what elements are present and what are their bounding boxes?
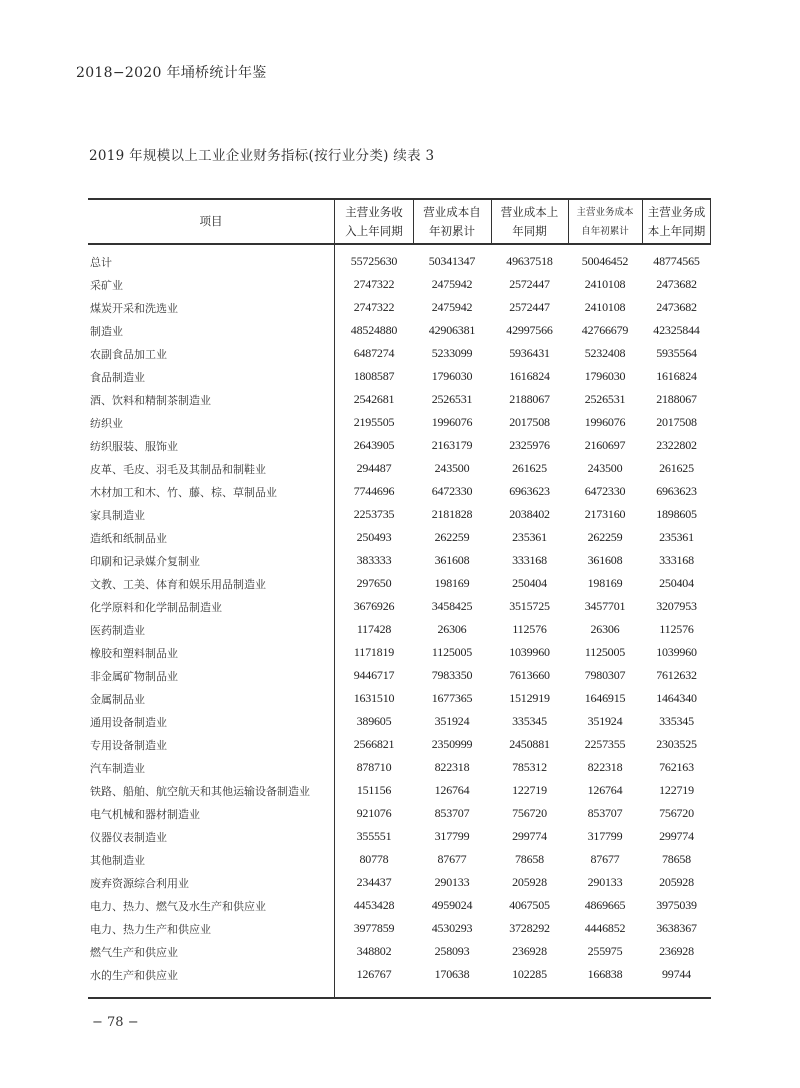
- table-row: [88, 665, 711, 688]
- cell-col-4: 2526531: [584, 392, 626, 406]
- cell-col-2: 6472330: [431, 484, 473, 498]
- cell-col-1: 2253735: [353, 507, 395, 521]
- cell-col-1: 7744696: [353, 484, 395, 498]
- cell-col-2: 2181828: [431, 507, 473, 521]
- cell-col-1: 1171819: [353, 645, 395, 659]
- row-label: 食品制造业: [90, 371, 145, 384]
- cell-col-1: 48524880: [350, 323, 398, 337]
- cell-col-1: 117428: [356, 622, 392, 636]
- header-col-5: [642, 200, 711, 243]
- cell-col-1: 294487: [356, 461, 392, 475]
- header-col-2-line-2: 年初累计: [429, 223, 475, 238]
- row-label: 金属制品业: [90, 693, 145, 706]
- cell-col-5: 236928: [659, 944, 694, 958]
- cell-col-4: 3457701: [584, 599, 626, 613]
- cell-col-1: 250493: [356, 530, 392, 544]
- table-row: [88, 872, 711, 895]
- row-label: 电气机械和器材制造业: [90, 808, 200, 821]
- cell-col-2: 822318: [434, 760, 470, 774]
- cell-col-1: 383333: [356, 553, 392, 567]
- header-col-1-line-1: 主营业务收: [345, 204, 403, 219]
- table-row: [88, 550, 711, 573]
- cell-col-3: 122719: [512, 783, 547, 797]
- cell-col-4: 1996076: [584, 415, 626, 429]
- cell-col-5: 3638367: [656, 921, 697, 935]
- cell-col-1: 1631510: [353, 691, 395, 705]
- cell-col-5: 5935564: [656, 346, 697, 360]
- table-row: [88, 389, 711, 412]
- table-row: [88, 918, 711, 941]
- cell-col-3: 333168: [512, 553, 547, 567]
- cell-col-1: 126767: [356, 967, 392, 981]
- table-row: [88, 412, 711, 435]
- cell-col-1: 348802: [356, 944, 392, 958]
- table-row: [88, 780, 711, 803]
- cell-col-1: 234437: [356, 875, 392, 889]
- cell-col-3: 3728292: [509, 921, 550, 935]
- cell-col-5: 2303525: [656, 737, 697, 751]
- header-col-5-line-1: 主营业务成: [647, 204, 706, 219]
- row-label: 非金属矿物制品业: [90, 670, 178, 683]
- cell-col-5: 112576: [659, 622, 694, 636]
- cell-col-4: 243500: [587, 461, 623, 475]
- cell-col-2: 262259: [434, 530, 470, 544]
- table-row: [88, 458, 711, 481]
- table-row: [88, 757, 711, 780]
- cell-col-3: 335345: [512, 714, 547, 728]
- table-row: [88, 481, 711, 504]
- cell-col-3: 112576: [512, 622, 547, 636]
- cell-col-3: 1512919: [509, 691, 550, 705]
- cell-col-3: 236928: [512, 944, 547, 958]
- cell-col-5: 6963623: [656, 484, 697, 498]
- table-row: [88, 251, 711, 274]
- table-row: [88, 711, 711, 734]
- cell-col-4: 198169: [587, 576, 623, 590]
- cell-col-4: 7980307: [584, 668, 626, 682]
- table-row: [88, 596, 711, 619]
- cell-col-3: 2325976: [509, 438, 550, 452]
- header-col-1-line-2: 入上年同期: [345, 223, 403, 238]
- table-row: [88, 849, 711, 872]
- cell-col-5: 78658: [661, 852, 691, 866]
- cell-col-1: 3977859: [353, 921, 395, 935]
- table-row: [88, 274, 711, 297]
- cell-col-1: 1808587: [353, 369, 395, 383]
- running-head: 2018−2020 年埇桥统计年鉴: [76, 65, 267, 81]
- table-row: [88, 826, 711, 849]
- cell-col-2: 1125005: [431, 645, 473, 659]
- cell-col-3: 299774: [512, 829, 547, 843]
- cell-col-4: 126764: [587, 783, 623, 797]
- cell-col-4: 2160697: [584, 438, 626, 452]
- cell-col-1: 2643905: [353, 438, 395, 452]
- row-label: 其他制造业: [90, 854, 145, 867]
- cell-col-1: 2195505: [353, 415, 395, 429]
- row-label: 总计: [90, 256, 112, 269]
- header-item-label: 项目: [199, 214, 223, 228]
- row-label: 汽车制造业: [90, 762, 145, 775]
- cell-col-4: 290133: [587, 875, 623, 889]
- row-label: 铁路、船舶、航空航天和其他运输设备制造业: [90, 785, 310, 798]
- row-label: 橡胶和塑料制品业: [90, 647, 178, 660]
- cell-col-2: 1996076: [431, 415, 473, 429]
- cell-col-3: 235361: [512, 530, 547, 544]
- cell-col-2: 50341347: [428, 254, 476, 268]
- header-col-2: [413, 200, 491, 243]
- cell-col-1: 151156: [356, 783, 392, 797]
- row-label: 废弃资源综合利用业: [90, 877, 189, 890]
- cell-col-3: 2450881: [509, 737, 550, 751]
- cell-col-2: 4530293: [431, 921, 473, 935]
- cell-col-2: 361608: [434, 553, 470, 567]
- cell-col-3: 3515725: [509, 599, 550, 613]
- page-number: − 78 −: [92, 1015, 139, 1030]
- cell-col-5: 1464340: [656, 691, 697, 705]
- cell-col-5: 122719: [659, 783, 694, 797]
- table-bottom-rule: [88, 997, 711, 999]
- cell-col-3: 78658: [514, 852, 544, 866]
- row-label: 农副食品加工业: [90, 348, 167, 361]
- cell-col-1: 55725630: [350, 254, 398, 268]
- cell-col-1: 921076: [356, 806, 392, 820]
- cell-col-5: 2188067: [656, 392, 697, 406]
- row-label: 木材加工和木、竹、藤、棕、草制品业: [90, 486, 277, 499]
- cell-col-5: 1616824: [656, 369, 697, 383]
- row-label: 仪器仪表制造业: [90, 831, 167, 844]
- cell-col-3: 49637518: [506, 254, 553, 268]
- row-label: 化学原料和化学制品制造业: [90, 601, 222, 614]
- cell-col-1: 6487274: [353, 346, 395, 360]
- header-col-3-line-1: 营业成本上: [500, 204, 559, 219]
- cell-col-5: 99744: [661, 967, 691, 981]
- cell-col-4: 822318: [587, 760, 623, 774]
- cell-col-2: 198169: [434, 576, 470, 590]
- row-label: 电力、热力生产和供应业: [90, 923, 211, 936]
- cell-col-3: 261625: [512, 461, 547, 475]
- cell-col-1: 878710: [356, 760, 392, 774]
- cell-col-2: 42906381: [428, 323, 476, 337]
- header-col-4-line-1: 主营业务成本: [576, 206, 634, 218]
- cell-col-3: 2572447: [509, 277, 550, 291]
- row-label: 水的生产和供应业: [90, 969, 178, 982]
- table-row: [88, 642, 711, 665]
- cell-col-4: 50046452: [581, 254, 629, 268]
- cell-col-1: 80778: [359, 852, 389, 866]
- cell-col-2: 2526531: [431, 392, 473, 406]
- table-row: [88, 320, 711, 343]
- row-label: 造纸和纸制品业: [90, 532, 167, 545]
- cell-col-5: 235361: [659, 530, 694, 544]
- header-col-4: [568, 200, 642, 243]
- cell-col-1: 2747322: [353, 277, 395, 291]
- cell-col-4: 26306: [590, 622, 620, 636]
- cell-col-4: 4869665: [584, 898, 626, 912]
- cell-col-5: 333168: [659, 553, 694, 567]
- cell-col-3: 205928: [512, 875, 547, 889]
- cell-col-5: 3975039: [656, 898, 697, 912]
- cell-col-3: 756720: [512, 806, 547, 820]
- cell-col-4: 4446852: [584, 921, 626, 935]
- cell-col-4: 87677: [590, 852, 620, 866]
- cell-col-4: 6472330: [584, 484, 626, 498]
- cell-col-2: 351924: [434, 714, 470, 728]
- cell-col-3: 7613660: [509, 668, 550, 682]
- cell-col-4: 1796030: [584, 369, 626, 383]
- cell-col-5: 48774565: [653, 254, 700, 268]
- header-col-4-line-2: 自年初累计: [581, 225, 629, 237]
- cell-col-4: 1125005: [584, 645, 626, 659]
- cell-col-5: 756720: [659, 806, 694, 820]
- table-row: [88, 343, 711, 366]
- cell-col-3: 1616824: [509, 369, 550, 383]
- table-row: [88, 619, 711, 642]
- cell-col-3: 6963623: [509, 484, 550, 498]
- header-col-5-line-2: 本上年同期: [647, 223, 706, 238]
- table-row: [88, 573, 711, 596]
- row-label: 采矿业: [90, 279, 123, 292]
- cell-col-1: 2566821: [353, 737, 395, 751]
- cell-col-2: 2163179: [431, 438, 473, 452]
- header-col-3: [491, 200, 568, 243]
- row-label: 家具制造业: [90, 509, 145, 522]
- cell-col-3: 5936431: [509, 346, 550, 360]
- cell-col-4: 317799: [587, 829, 623, 843]
- cell-col-3: 42997566: [506, 323, 553, 337]
- cell-col-3: 2572447: [509, 300, 550, 314]
- cell-col-1: 9446717: [353, 668, 395, 682]
- row-label: 纺织服装、服饰业: [90, 440, 178, 453]
- cell-col-4: 166838: [587, 967, 623, 981]
- cell-col-5: 205928: [659, 875, 694, 889]
- cell-col-2: 87677: [437, 852, 467, 866]
- table-header-rule: [88, 243, 711, 245]
- cell-col-3: 785312: [512, 760, 547, 774]
- row-label: 酒、饮料和精制茶制造业: [90, 394, 211, 407]
- cell-col-2: 126764: [434, 783, 470, 797]
- cell-col-2: 258093: [434, 944, 470, 958]
- row-label: 纺织业: [90, 417, 123, 430]
- header-item: [88, 200, 334, 243]
- cell-col-3: 250404: [512, 576, 547, 590]
- cell-col-2: 26306: [437, 622, 467, 636]
- cell-col-2: 2350999: [431, 737, 473, 751]
- cell-col-2: 3458425: [431, 599, 473, 613]
- table-row: [88, 941, 711, 964]
- cell-col-3: 102285: [512, 967, 547, 981]
- header-col-1: [335, 200, 413, 243]
- cell-col-2: 170638: [434, 967, 470, 981]
- cell-col-4: 5232408: [584, 346, 626, 360]
- cell-col-1: 389605: [356, 714, 392, 728]
- table-row: [88, 734, 711, 757]
- row-label: 印刷和记录媒介复制业: [90, 555, 200, 568]
- row-label: 皮革、毛皮、羽毛及其制品和制鞋业: [90, 463, 266, 476]
- cell-col-4: 351924: [587, 714, 623, 728]
- cell-col-5: 261625: [659, 461, 694, 475]
- cell-col-5: 335345: [659, 714, 694, 728]
- row-label: 煤炭开采和洗选业: [90, 302, 178, 315]
- cell-col-4: 2410108: [584, 300, 626, 314]
- cell-col-4: 2173160: [584, 507, 626, 521]
- cell-col-2: 5233099: [431, 346, 473, 360]
- cell-col-5: 1898605: [656, 507, 697, 521]
- cell-col-5: 2017508: [656, 415, 697, 429]
- cell-col-5: 2473682: [656, 277, 697, 291]
- cell-col-4: 2257355: [584, 737, 626, 751]
- cell-col-2: 1677365: [431, 691, 473, 705]
- cell-col-4: 2410108: [584, 277, 626, 291]
- cell-col-2: 7983350: [431, 668, 473, 682]
- table-title: 2019 年规模以上工业企业财务指标(按行业分类) 续表 3: [89, 148, 435, 164]
- cell-col-5: 250404: [659, 576, 694, 590]
- cell-col-2: 243500: [434, 461, 470, 475]
- cell-col-2: 2475942: [431, 300, 473, 314]
- cell-col-3: 4067505: [509, 898, 550, 912]
- cell-col-2: 290133: [434, 875, 470, 889]
- cell-col-5: 299774: [659, 829, 694, 843]
- table-body: [88, 251, 711, 987]
- cell-col-4: 42766679: [581, 323, 629, 337]
- table-row: [88, 688, 711, 711]
- cell-col-1: 2747322: [353, 300, 395, 314]
- cell-col-1: 2542681: [353, 392, 395, 406]
- cell-col-1: 297650: [356, 576, 392, 590]
- cell-col-2: 4959024: [431, 898, 473, 912]
- row-label: 专用设备制造业: [90, 739, 167, 752]
- header-col-2-line-1: 营业成本自: [423, 204, 481, 219]
- table-row: [88, 964, 711, 987]
- cell-col-1: 3676926: [353, 599, 395, 613]
- table-row: [88, 435, 711, 458]
- cell-col-5: 1039960: [656, 645, 697, 659]
- cell-col-2: 2475942: [431, 277, 473, 291]
- cell-col-3: 2038402: [509, 507, 550, 521]
- cell-col-1: 355551: [356, 829, 392, 843]
- cell-col-4: 361608: [587, 553, 623, 567]
- cell-col-3: 1039960: [509, 645, 550, 659]
- table-row: [88, 504, 711, 527]
- cell-col-4: 1646915: [584, 691, 626, 705]
- row-label: 通用设备制造业: [90, 716, 167, 729]
- cell-col-1: 4453428: [353, 898, 395, 912]
- row-label: 医药制造业: [90, 624, 145, 637]
- cell-col-3: 2017508: [509, 415, 550, 429]
- row-label: 文教、工美、体育和娱乐用品制造业: [90, 578, 266, 591]
- row-label: 电力、热力、燃气及水生产和供应业: [90, 900, 266, 913]
- header-col-3-line-2: 年同期: [512, 223, 547, 238]
- cell-col-5: 3207953: [656, 599, 697, 613]
- table-row: [88, 527, 711, 550]
- cell-col-2: 853707: [434, 806, 470, 820]
- cell-col-5: 2322802: [656, 438, 697, 452]
- table-row: [88, 366, 711, 389]
- table-row: [88, 803, 711, 826]
- cell-col-3: 2188067: [509, 392, 550, 406]
- cell-col-5: 42325844: [653, 323, 700, 337]
- cell-col-4: 255975: [587, 944, 623, 958]
- table-row: [88, 895, 711, 918]
- cell-col-2: 1796030: [431, 369, 473, 383]
- cell-col-4: 262259: [587, 530, 623, 544]
- cell-col-5: 762163: [659, 760, 694, 774]
- row-label: 燃气生产和供应业: [90, 946, 178, 959]
- cell-col-4: 853707: [587, 806, 623, 820]
- cell-col-5: 7612632: [656, 668, 697, 682]
- row-label: 制造业: [90, 325, 123, 338]
- table-row: [88, 297, 711, 320]
- cell-col-5: 2473682: [656, 300, 697, 314]
- cell-col-2: 317799: [434, 829, 470, 843]
